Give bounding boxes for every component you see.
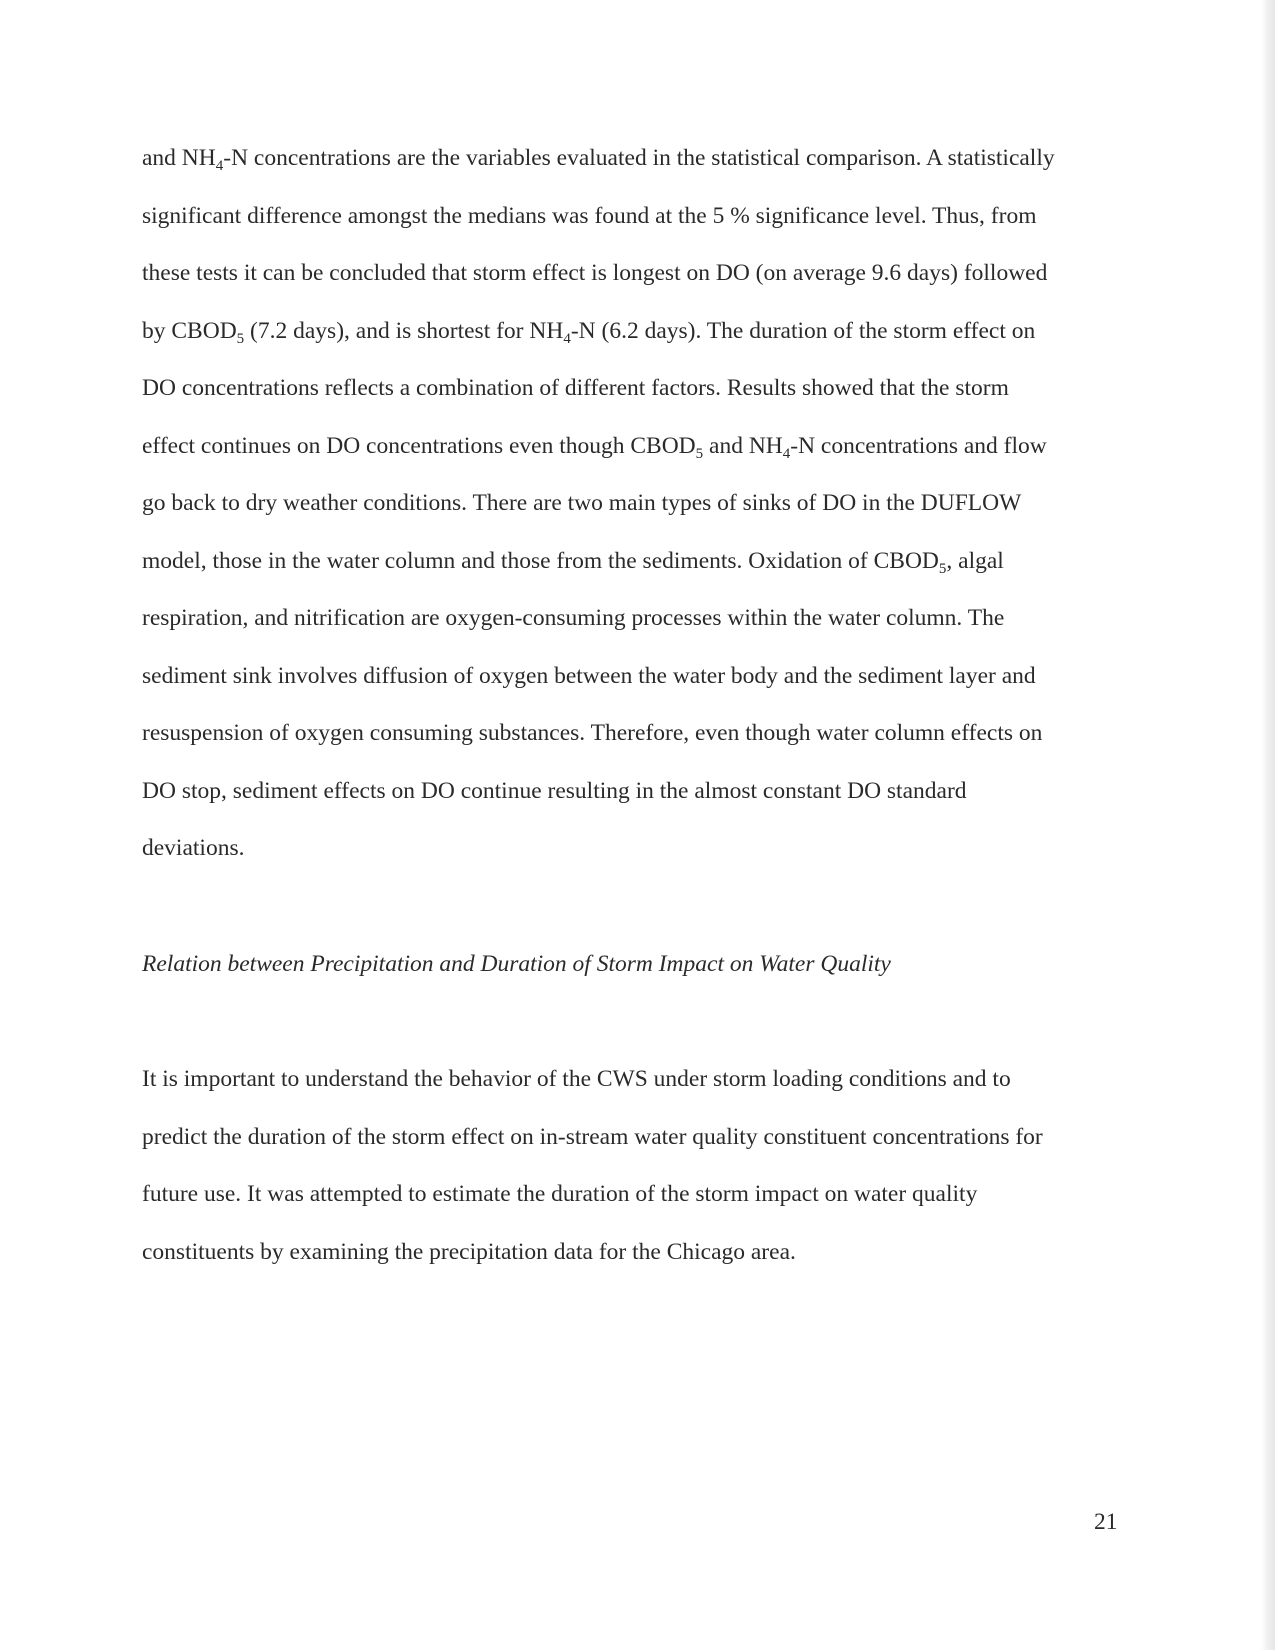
text-line: predict the duration of the storm effect on in-stream water quality constituent concentrations for: [142, 1123, 1043, 1150]
text-line: sediment sink involves diffusion of oxygen between the water body and the sediment layer and: [142, 662, 1036, 689]
text-line: respiration, and nitrification are oxygen-consuming processes within the water column. The: [142, 605, 1005, 631]
text-line: significant difference amongst the medians was found at the 5 % significance level. Thus, from: [142, 202, 1037, 229]
section-heading: Relation between Precipitation and Duration of Storm Impact on Water Quality: [142, 951, 891, 977]
text-line: future use. It was attempted to estimate the duration of the storm impact on water quality: [142, 1181, 978, 1207]
text-line: these tests it can be concluded that storm effect is longest on DO (on average 9.6 days) followed: [142, 260, 1048, 286]
page-number: 21: [1094, 1509, 1118, 1535]
text-line: DO stop, sediment effects on DO continue resulting in the almost constant DO standard: [142, 777, 967, 804]
text-line: deviations.: [142, 835, 245, 861]
text-line: DO concentrations reflects a combination of different factors. Results showed that the storm: [142, 375, 1009, 401]
body-paragraph-1: [142, 130, 1142, 878]
text-line: resuspension of oxygen consuming substances. Therefore, even though water column effects on: [142, 720, 1043, 746]
text-line: It is important to understand the behavior of the CWS under storm loading conditions and to: [142, 1066, 1011, 1092]
body-paragraph-2: [142, 1051, 1142, 1281]
text-line: go back to dry weather conditions. There are two main types of sinks of DO in the DUFLOW: [142, 490, 1022, 516]
text-line: model, those in the water column and those from the sediments. Oxidation of $CBOD_5$, algal: [142, 547, 1004, 577]
text-line: and $NH_4-N$ concentrations are the variables evaluated in the statistical comparison. A statistically: [142, 145, 1055, 174]
text-line: constituents by examining the precipitation data for the Chicago area.: [142, 1238, 796, 1265]
text-line: by $CBOD_5$ (7.2 days), and is shortest for $NH_4-N$ (6.2 days). The duration of the storm effect on: [142, 317, 1036, 347]
page-edge-shadow: [1261, 0, 1275, 1650]
text-line: effect continues on DO concentrations even though $CBOD_5$ and $NH_4-N$ concentrations and flow: [142, 432, 1047, 462]
